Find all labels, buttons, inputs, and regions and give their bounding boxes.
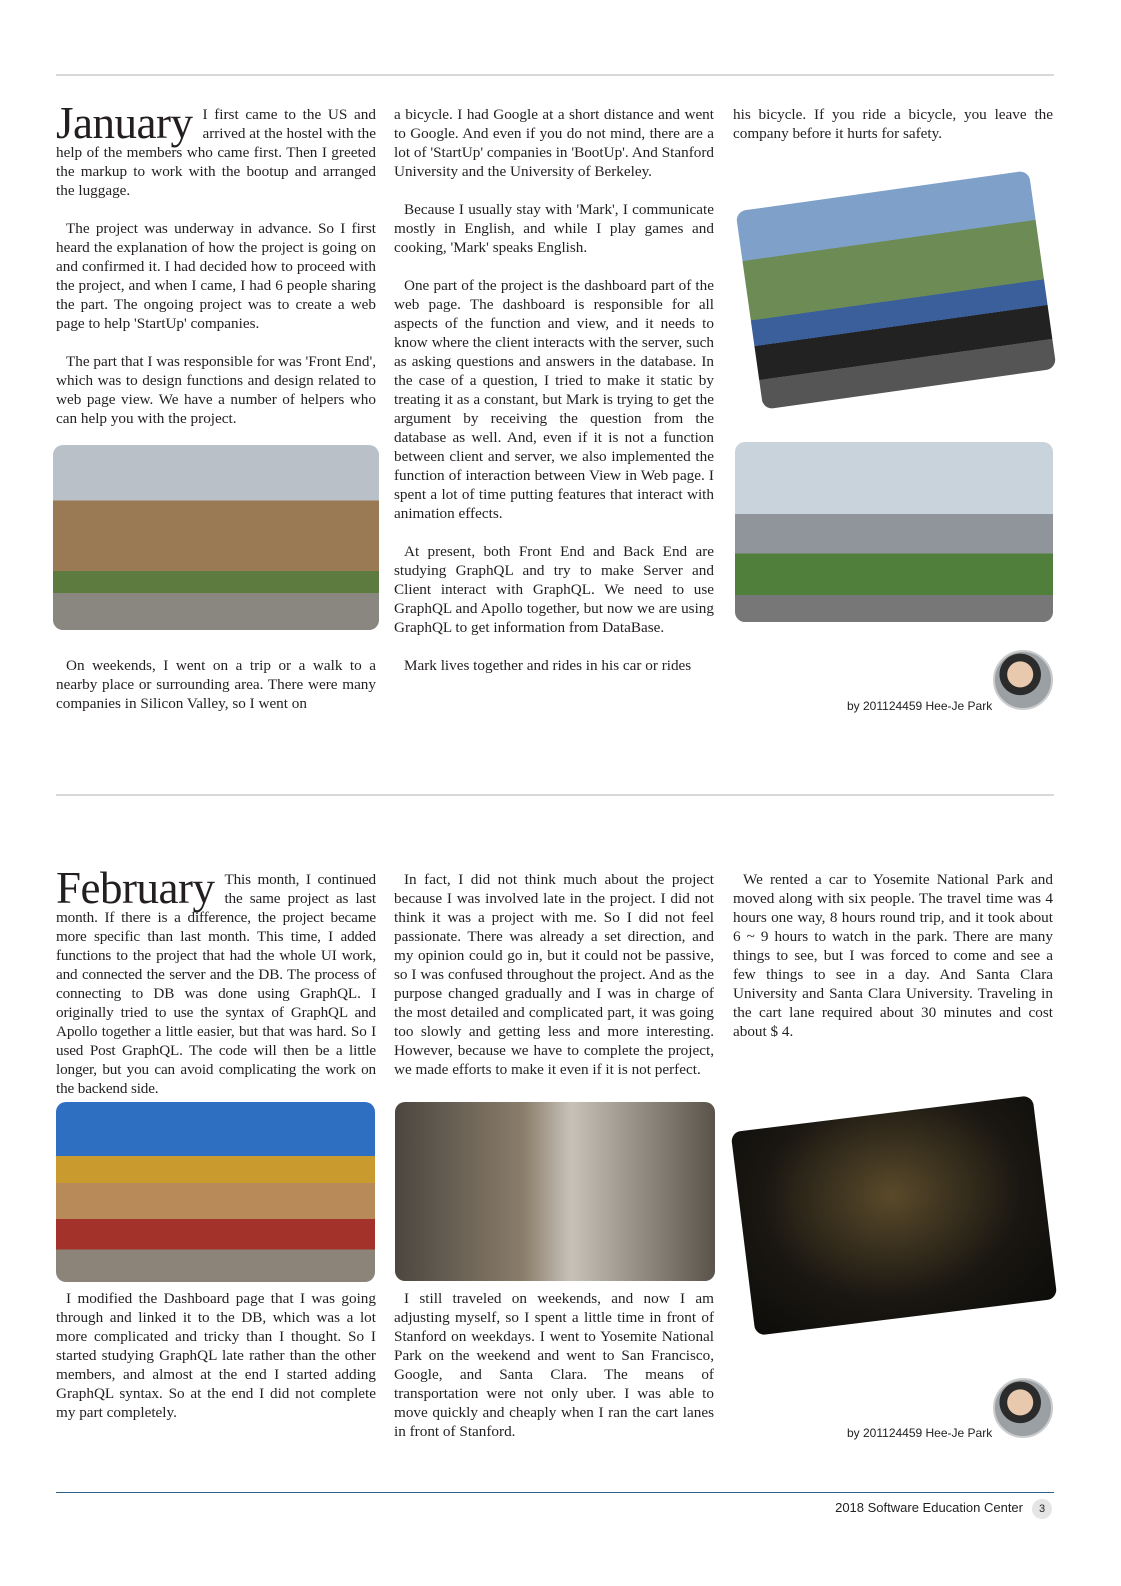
month-heading: January (56, 98, 193, 148)
photo-night-lights (731, 1095, 1058, 1336)
photo-stanford-building (53, 445, 379, 630)
author-avatar (993, 650, 1053, 710)
paragraph: The project was underway in advance. So I first heard the explanation of how the project is going on and confirmed it. I had decided how to proceed with the project, and when I came, I had 6 people sharing the part. The ongoing project was to create a web page to help 'StartUp' companies. (56, 220, 376, 332)
paragraph: In fact, I did not think much about the project because I was involved late in the project. I did not think it was a project with me. So I did not feel passionate. There was already a set direction, and my opinion could go in, but it could not be passive, so I was confused throughout the project. And as the purpose changed gradually and I was in charge of the most detailed and complicated part, it was going too slowly and getting less and more interesting. However, because we have to complete the project, we made efforts to make it even if it is not perfect. (394, 871, 714, 1078)
byline: by 201124459 Hee-Je Park (847, 1426, 993, 1440)
author-avatar (993, 1378, 1053, 1438)
paragraph: I still traveled on weekends, and now I am adjusting myself, so I spent a little time in front of Stanford on weekdays. I went to Yosemite National Park on the weekend and went to San Francisco, Google, and Santa Clara. The means of transportation were not only uber. I was able to move quickly and cheaply when I ran the cart lanes in front of Stanford. (394, 1290, 714, 1440)
month-heading: February (56, 863, 215, 913)
january-col2 (394, 105, 714, 694)
footer-text: 2018 Software Education Center (835, 1500, 1023, 1515)
photo-google-campus (735, 442, 1053, 622)
february-col2 (394, 870, 714, 1098)
paragraph: The part that I was responsible for was 'Front End', which was to design functions and design related to web page view. We have a number of helpers who can help you with the project. (56, 353, 376, 427)
page-number: 3 (1032, 1499, 1052, 1519)
paragraph: his bicycle. If you ride a bicycle, you leave the company before it hurts for safety. (733, 106, 1053, 142)
february-col2b (394, 1289, 714, 1460)
january-col1b (56, 656, 376, 732)
february-col1b (56, 1289, 376, 1441)
top-rule (56, 74, 1054, 76)
paragraph: a bicycle. I had Google at a short distance and went to Google. And even if you do not mind, there are a lot of 'StartUp' companies in 'BootUp'. And Stanford University and the University of Berkeley. (394, 106, 714, 180)
january-col3 (733, 105, 1053, 162)
footer-rule (56, 1492, 1054, 1493)
january-col1 (56, 98, 376, 447)
photo-group-banner (736, 170, 1057, 409)
paragraph: One part of the project is the dashboard part of the web page. The dashboard is responsible for all aspects of the function and view, and it needs to know where the client interacts with the server, such as asking questions and answers in the database. In the case of a question, I tried to make it static by treating it as a constant, but Mark is trying to get the argument by receiving the question from the database as well. And, even if it is not a function between client and server, we also implemented the function of interaction between View in Web page. I spent a lot of time putting features that interact with animation effects. (394, 277, 714, 522)
paragraph: On weekends, I went on a trip or a walk to a nearby place or surrounding area. There were many companies in Silicon Valley, so I went on (56, 657, 376, 712)
february-col3 (733, 870, 1053, 1060)
byline: by 201124459 Hee-Je Park (847, 699, 993, 713)
photo-temple (56, 1102, 375, 1282)
paragraph: I first came to the US and arrived at the hostel with the help of the members who came first. Then I greeted the markup to work with the bootup and arranged the luggage. (56, 106, 376, 199)
paragraph: At present, both Front End and Back End are studying GraphQL and try to make Server and Client interact with GraphQL. We need to use GraphQL and Apollo together, but now we are using GraphQL to get information from DataBase. (394, 543, 714, 636)
paragraph: Because I usually stay with 'Mark', I communicate mostly in English, and while I play games and cooking, 'Mark' speaks English. (394, 201, 714, 256)
photo-street (395, 1102, 715, 1281)
paragraph: We rented a car to Yosemite National Park and moved along with six people. The travel time was 4 hours one way, 8 hours round trip, and it took about 6 ~ 9 hours to watch in the park. There are many things to see, but I was forced to come and see a few things to see in a day. And Santa Clara University and Santa Clara University. Traveling in the cart lane required about 30 minutes and cost about $ 4. (733, 871, 1053, 1040)
paragraph: This month, I continued the same project as last month. If there is a difference, the project became more specific than last month. This time, I added functions to the project that had the whole UI work, and connected the server and the DB. The process of connecting to DB was done using GraphQL. I originally tried to use the syntax of GraphQL and Apollo together a little easier, but that was hard. So I used Post GraphQL. The code will then be a little longer, but you can avoid complicating the work on the backend side. (56, 871, 376, 1097)
section-rule (56, 794, 1054, 796)
february-col1 (56, 863, 376, 1117)
paragraph: I modified the Dashboard page that I was going through and linked it to the DB, which was a lot more complicated and tricky than I thought. So I started studying GraphQL late rather than the other members, and almost at the end I started adding GraphQL syntax. So at the end I did not complete my part completely. (56, 1290, 376, 1421)
paragraph: Mark lives together and rides in his car or rides (404, 657, 692, 674)
